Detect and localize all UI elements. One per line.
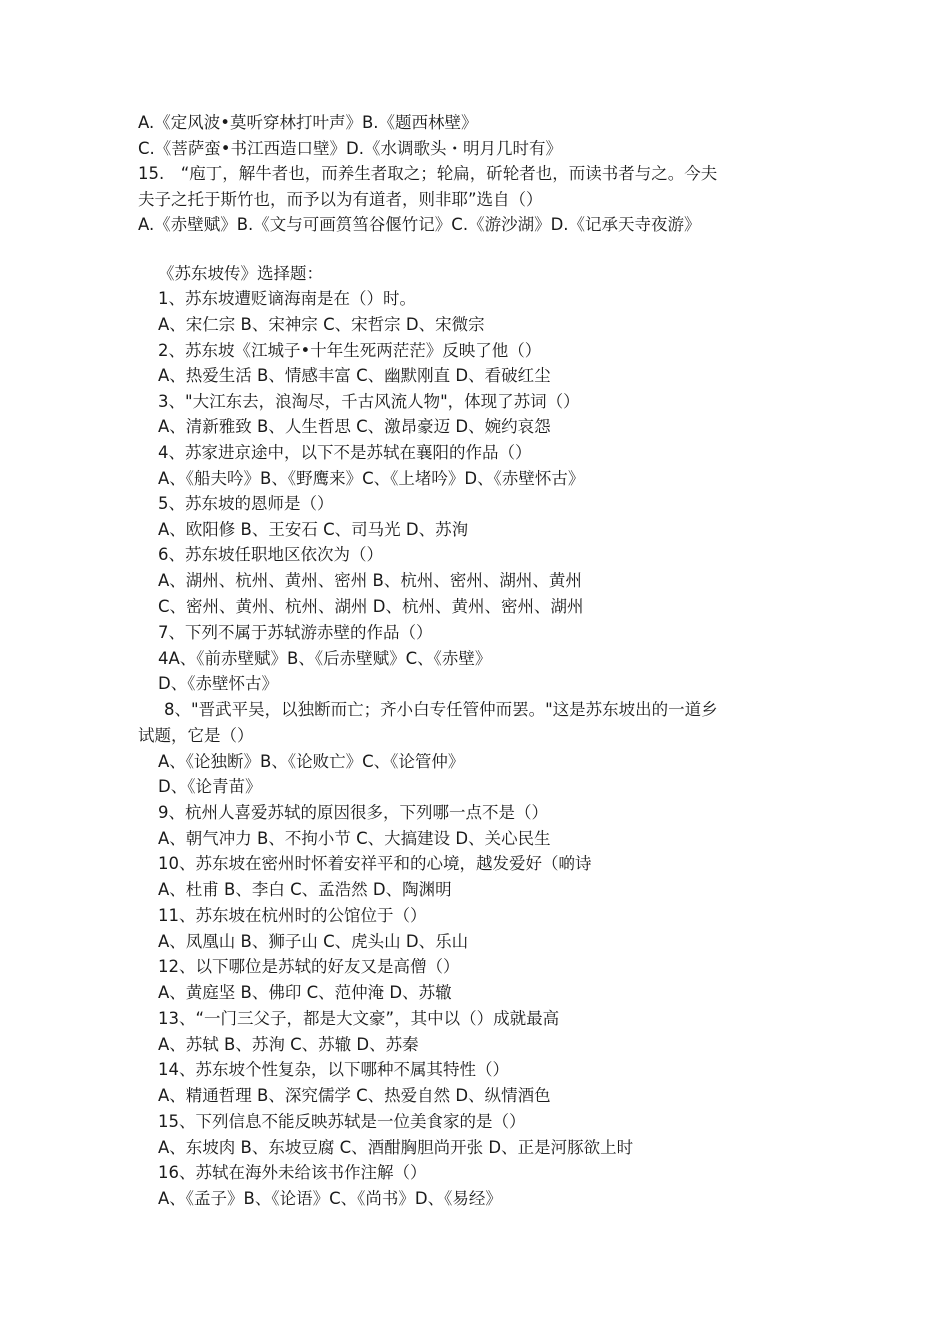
text-line: A、湖州、杭州、黄州、密州 B、杭州、密州、湖州、黄州	[158, 571, 582, 590]
text-line: A、《船夫吟》B、《野鹰来》C、《上堵吟》D、《赤壁怀古》	[158, 469, 585, 488]
text-line: A、欧阳修 B、王安石 C、司马光 D、苏洵	[158, 520, 469, 539]
question-8-line-2: 试题，它是（）	[138, 726, 254, 745]
text-line: 9、杭州人喜爱苏轼的原因很多，下列哪一点不是（）	[158, 803, 548, 822]
text-line: 2、苏东坡《江城子•十年生死两茫茫》反映了他（）	[158, 341, 542, 360]
text-line: A、精通哲理 B、深究儒学 C、热爱自然 D、纵情酒色	[158, 1086, 551, 1105]
text-line: 16、苏轼在海外未给该书作注解（）	[158, 1163, 427, 1182]
text-line: A.《定风波•莫听穿林打叶声》B.《题西林壁》	[138, 113, 478, 132]
question-8-line-1: 8、"晋武平吴，以独断而亡；齐小白专任管仲而罢。"这是苏东坡出的一道乡	[164, 700, 718, 719]
text-line: 4A、《前赤壁赋》B、《后赤壁赋》C、《赤壁》	[158, 649, 492, 668]
text-line: 11、苏东坡在杭州时的公馆位于（）	[158, 906, 427, 925]
text-line: 15、下列信息不能反映苏轼是一位美食家的是（）	[158, 1112, 526, 1131]
question-15-options: A.《赤壁赋》B.《文与可画筼筜谷偃竹记》C.《游沙湖》D.《记承天寺夜游》	[138, 215, 701, 234]
text-line: 1、苏东坡遭贬谪海南是在（）时。	[158, 289, 416, 308]
text-line: A、《孟子》B、《论语》C、《尚书》D、《易经》	[158, 1189, 502, 1208]
text-line: 7、下列不属于苏轼游赤壁的作品（）	[158, 623, 433, 642]
text-line: A、《论独断》B、《论败亡》C、《论管仲》	[158, 752, 465, 771]
text-line: A、凤凰山 B、狮子山 C、虎头山 D、乐山	[158, 932, 469, 951]
text-line: C.《菩萨蛮•书江西造口壁》D.《水调歌头・明月几时有》	[138, 139, 562, 158]
text-line: A、热爱生活 B、情感丰富 C、幽默刚直 D、看破红尘	[158, 366, 551, 385]
text-line: A、东坡肉 B、东坡豆腐 C、酒酣胸胆尚开张 D、正是河豚欲上时	[158, 1138, 634, 1157]
section-title: 《苏东坡传》选择题：	[158, 264, 323, 283]
text-line: C、密州、黄州、杭州、湖州 D、杭州、黄州、密州、湖州	[158, 597, 584, 616]
text-line: 3、"大江东去，浪淘尽，千古风流人物"，体现了苏词（）	[158, 392, 580, 411]
text-line: A、朝气冲力 B、不拘小节 C、大搞建设 D、关心民生	[158, 829, 551, 848]
text-line: 5、苏东坡的恩师是（）	[158, 494, 334, 513]
text-line: 13、“一门三父子，都是大文豪”，其中以（）成就最高	[158, 1009, 560, 1028]
text-line: A、杜甫 B、李白 C、孟浩然 D、陶渊明	[158, 880, 452, 899]
question-15-line-1: 15. “庖丁，解牛者也，而养生者取之；轮扁，斫轮者也，而读书者与之。今夫	[138, 164, 718, 183]
text-line: 14、苏东坡个性复杂，以下哪种不属其特性（）	[158, 1060, 509, 1079]
text-line: A、宋仁宗 B、宋神宗 C、宋哲宗 D、宋微宗	[158, 315, 485, 334]
text-line: D、《赤壁怀古》	[158, 674, 278, 693]
text-line: A、苏轼 B、苏洵 C、苏辙 D、苏秦	[158, 1035, 419, 1054]
text-line: 6、苏东坡任职地区依次为（）	[158, 545, 383, 564]
text-line: 12、以下哪位是苏轼的好友又是高僧（）	[158, 957, 460, 976]
question-15-line-2: 夫子之托于斯竹也，而予以为有道者，则非耶”选自（）	[138, 190, 543, 209]
text-line: 10、苏东坡在密州时怀着安祥平和的心境，越发爱好（啲诗	[158, 854, 592, 873]
text-line: A、清新雅致 B、人生哲思 C、激昂豪迈 D、婉约哀怨	[158, 417, 551, 436]
text-line: 4、苏家进京途中，以下不是苏轼在襄阳的作品（）	[158, 443, 532, 462]
text-line: A、黄庭坚 B、佛印 C、范仲淹 D、苏辙	[158, 983, 452, 1002]
text-line: D、《论青苗》	[158, 777, 262, 796]
